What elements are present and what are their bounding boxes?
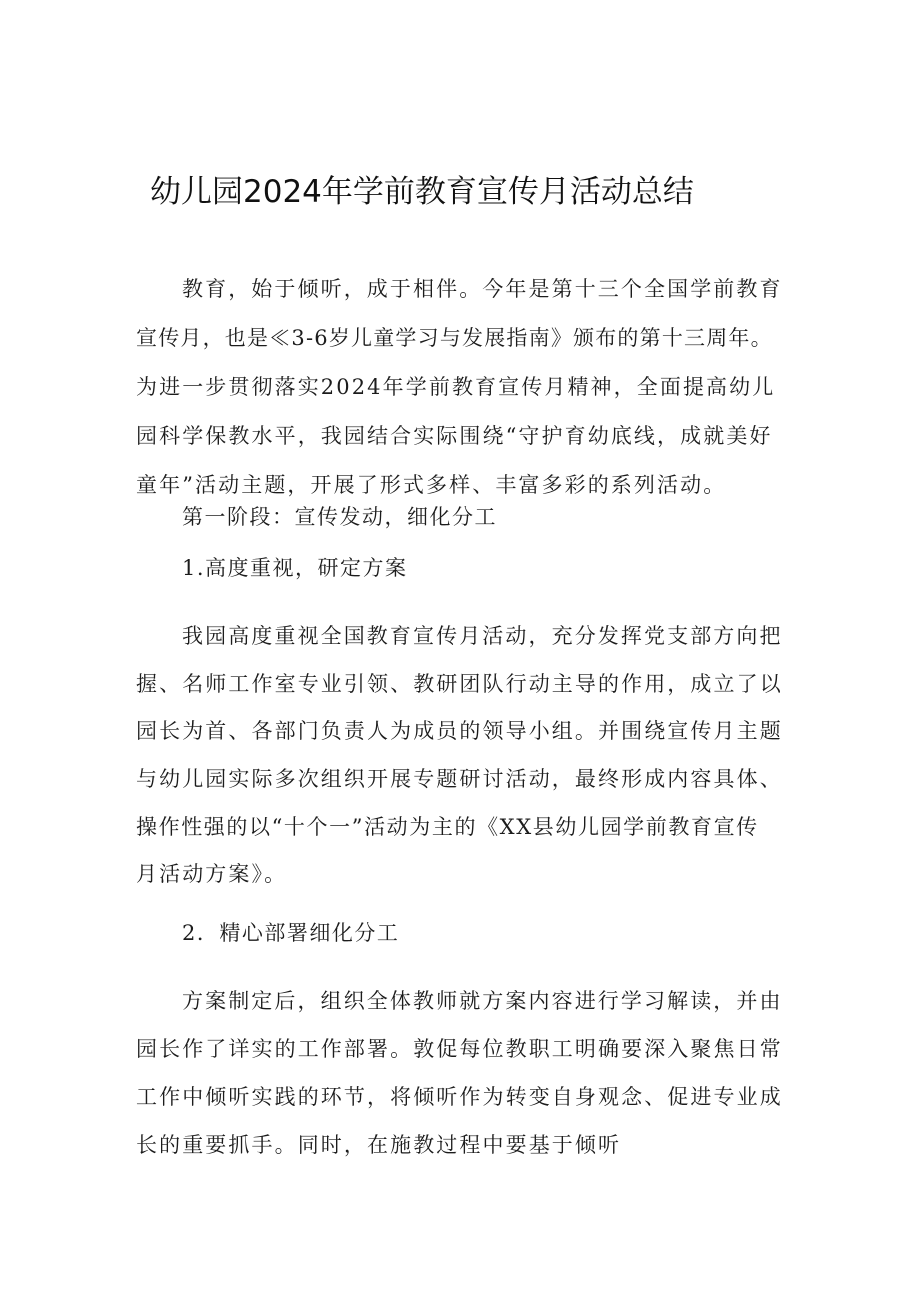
intro-line-4: 园科学保教水平，我园结合实际围绕“守护育幼底线，成就美好 xyxy=(136,424,773,448)
document-title: 幼儿园2024年学前教育宣传月活动总结 xyxy=(150,174,694,210)
stage-heading: 第一阶段：宣传发动，细化分工 xyxy=(182,505,497,529)
section-1-line-2: 握、名师工作室专业引领、教研团队行动主导的作用，成立了以 xyxy=(136,672,783,696)
intro-line-3: 为进一步贯彻落实2024年学前教育宣传月精神，全面提高幼儿 xyxy=(136,375,776,399)
section-1-line-6: 月活动方案》。 xyxy=(136,862,288,886)
intro-line-2: 宣传月，也是≪3-6岁儿童学习与发展指南》颁布的第十三周年。 xyxy=(136,326,773,350)
section-1-line-4: 与幼儿园实际多次组织开展专题研讨活动，最终形成内容具体、 xyxy=(136,767,783,791)
section-1-line-1: 我园高度重视全国教育宣传月活动，充分发挥党支部方向把 xyxy=(182,624,783,648)
section-1-line-5: 操作性强的以“十个一”活动为主的《XX县幼儿园学前教育宣传 xyxy=(136,815,759,839)
section-1-heading: 1.高度重视，研定方案 xyxy=(182,556,408,580)
section-2-line-4: 长的重要抓手。同时，在施教过程中要基于倾听 xyxy=(136,1133,622,1157)
intro-line-5: 童年”活动主题，开展了形式多样、丰富多彩的系列活动。 xyxy=(136,473,727,497)
section-2-line-3: 工作中倾听实践的环节，将倾听作为转变自身观念、促进专业成 xyxy=(136,1085,783,1109)
section-2-line-1: 方案制定后，组织全体教师就方案内容进行学习解读，并由 xyxy=(182,989,783,1013)
intro-line-1: 教育，始于倾听，成于相伴。今年是第十三个全国学前教育 xyxy=(182,277,783,301)
section-2-line-2: 园长作了详实的工作部署。敦促每位教职工明确要深入聚焦日常 xyxy=(136,1037,783,1061)
section-1-line-3: 园长为首、各部门负责人为成员的领导小组。并围绕宣传月主题 xyxy=(136,719,783,743)
section-2-heading: 2．精心部署细化分工 xyxy=(182,921,400,945)
